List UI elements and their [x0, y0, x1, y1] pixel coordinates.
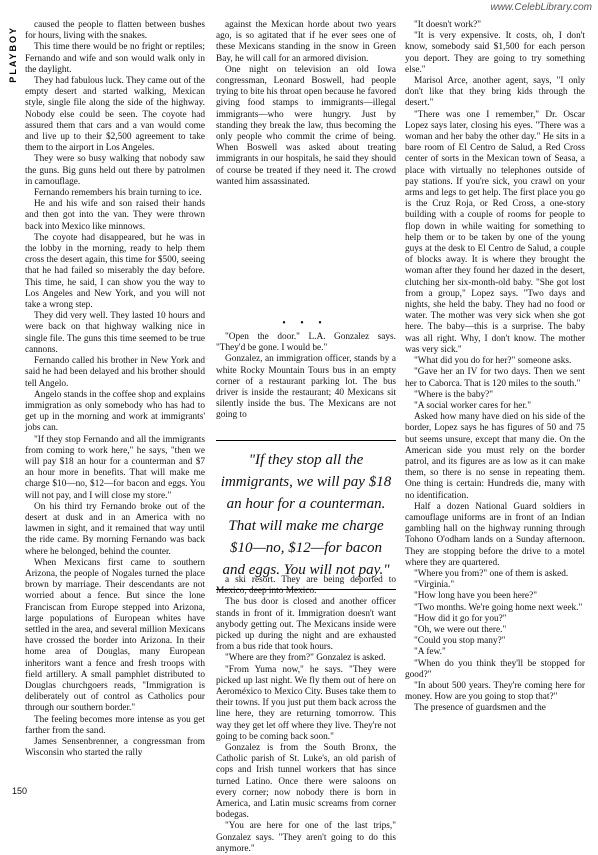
paragraph: "When do you think they'll be stopped for good?" [405, 658, 585, 680]
paragraph: "Oh, we were out there." [414, 624, 507, 635]
paragraph: "Virginia." [414, 580, 455, 591]
paragraph: One night on television an old Iowa congressman, Leonard Boswell, had people trying to bite his throat open because he favored giving food stamps to immigrants—illegal immigrants—who were hungry. Just by standing they break the law, thus becoming the only people who commit the crime of being. When Boswell was asked about treating immigrants in our hospitals, he said they should of course be treated if they need it. The crowd wanted him assassinated. [216, 64, 396, 187]
pull-quote-text: "If they stop all the immigrants, we will pay $18 an hour for a counterman. That will make me charge $10—no, $12—for bacon and eggs. You will not pay." [220, 452, 392, 578]
column-1 [25, 20, 205, 790]
paragraph: Gonzalez is from the South Bronx, the Catholic parish of St. Luke's, an old parish of cops and Irish tunnel workers that has since turned Latino. Once there were saloons on every corner; now nobody there is born in America, and Latin music screams from corner bodegas. [216, 743, 396, 821]
magazine-name: PLAYBOY [8, 26, 18, 83]
paragraph: "Open the door." L.A. Gonzalez says. "They'd be gone. I would be." [216, 332, 396, 354]
paragraph: "If they stop Fernando and all the immigrants from coming to work here," he says, "then we will pay $18 an hour for a counterman and $7 an hour more in benefits. That will make me charge $10—no, $12—for bacon and eggs. You will not pay, and I will close my store." [25, 434, 205, 501]
paragraph: "It doesn't work?" [414, 20, 482, 30]
column-2-bottom [216, 575, 396, 854]
column-2-middle [216, 332, 396, 440]
paragraph: They were so busy walking that nobody saw the guns. Big guns held out there by patrolmen in camouflage. [25, 154, 205, 187]
watermark: www.CelebLibrary.com [490, 2, 592, 13]
paragraph: "From Yuma now," he says. "They were picked up last night. We fly them out of here on Aeroméxico to Mexico City. Buses take them to their towns. If you just put them back across the line here, they are returning tomorrow. This way they get let off where they live. They're not going to be coming back soon." [216, 664, 396, 742]
paragraph: "Gave her an IV for two days. Then we sent her to Caborca. That is 120 miles to the south." [405, 367, 585, 389]
column-2-top [216, 20, 396, 188]
section-separator: • • • [282, 318, 328, 329]
paragraph: They did very well. They lasted 10 hours and were back on that highway walking nice in single file. The guns this time seemed to be true cannons. [25, 311, 205, 355]
paragraph: They had fabulous luck. They came out of the empty desert and started walking, Mexican style, single file along the side of the highway. Nobody else could be seen. The coyote had assured them that cars and a van would come and live up to their $2,500 agreement to take them to the airport in Los Angeles. [25, 76, 205, 154]
paragraph: Angelo stands in the coffee shop and explains immigration as only somebody who has had to get up in the morning and work at immigrants' jobs can. [25, 389, 205, 434]
paragraph: "How long have you been here?" [414, 591, 537, 602]
paragraph: When Mexicans first came to southern Arizona, the people of Nogales turned the place brown by marriage. Their descendants are not worried about a fence. But since the lone Franciscan from Europe stepped into Arizona, large populations of European whites have settled in the area, and several million Mexicans have crossed the border into Arizona. In their home area of Douglas, many European inheritors want a fence and fresh troops with field artillery. A small pamphlet distributed to Douglas churchgoers reads, "Immigration is deliberately out of control as Catholics pour through our southern border." [25, 557, 205, 714]
paragraph: Marisol Arce, another agent, says, "I only don't like that they bring kids through the desert." [405, 76, 585, 109]
paragraph: "Two months. We're going home next week." [414, 602, 583, 613]
paragraph: The coyote had disappeared, but he was in the lobby in the morning, ready to help them cross the desert again, this time for $500, seeing that he had failed so miserably the day before. This time, he said, I can show you the way to Los Angeles and New York, and you will not take a wrong step. [25, 232, 205, 311]
paragraph: caused the people to flatten between bushes for hours, living with the snakes. [25, 20, 205, 42]
paragraph: "There was one I remember," Dr. Oscar Lopez says later, closing his eyes. "There was a woman and her baby the other day." He sits in a bare room of El Centro de Salud, a Red Cross center of sorts in the Mexican town of Seasa, a place with virtually no telephones outside of pay stations. If you're sick, you crawl on your arms and legs to get help. The first place you go is the Cruz Roja, or Red Cross, a one-story building with a couple of rooms for people to flop down in while waiting for something to help them or to be taken by one of the young guys at the desk to El Centro de Salud, a couple of blocks away. It is where they brought the woman after they found her dazed in the desert, clutching her six-month-old baby. "She got lost from a group," Lopez says. "Two days and nights, she held the baby. They had no food or water. The mother was very sick when she got here. The baby—this is a surprise. The baby was all right. Why, I don't know. The mother was very sick." [405, 109, 585, 355]
paragraph: "Where you from?" one of them is asked. [414, 568, 569, 579]
paragraph: against the Mexican horde about two years ago, is so agitated that if he ever sees one of these Mexicans standing in the snow in Green Bay, he will call for an armored division. [216, 20, 396, 64]
paragraph: The feeling becomes more intense as you get farther from the sand. [25, 714, 205, 736]
paragraph: "Where is the baby?" [414, 389, 494, 400]
column-3 [405, 20, 585, 790]
paragraph: Half a dozen National Guard soldiers in camouflage uniforms are in front of an Indian gambling hall on the highway running through Tohono O'odham lands on a Sunday afternoon. They are stopping before the drive to a motel where they are quartered. [405, 501, 585, 568]
page-number: 150 [12, 786, 28, 796]
paragraph: a ski resort. They are being deported to Mexico, deep into Mexico. [216, 575, 396, 597]
pull-quote-rule-top [216, 440, 396, 441]
paragraph: The presence of guardsmen and the [414, 703, 546, 714]
paragraph: "In about 500 years. They're coming here for money. How are you going to stop that?" [405, 680, 585, 703]
paragraph: "A social worker cares for her." [414, 400, 532, 411]
paragraph: James Sensenbrenner, a congressman from Wisconsin who started the rally [25, 737, 205, 759]
paragraph: Gonzalez, an immigration officer, stands by a white Rocky Mountain Tours bus in an empty corner of a restaurant parking lot. The bus driver is inside the restaurant; 40 Mexicans sit silently inside the bus. The Mexicans are not going to [216, 354, 396, 421]
paragraph: "You are here for one of the last trips," Gonzalez says. "They aren't going to do this anymore." [216, 821, 396, 854]
paragraph: This time there would be no fright or reptiles; Fernando and wife and son would walk only in the daylight. [25, 42, 205, 75]
paragraph: He and his wife and son raised their hands and then got into the van. They were thrown back into Mexico like minnows. [25, 199, 205, 232]
paragraph: On his third try Fernando broke out of the desert at dusk and in an America with no lawmen in sight, and it remained that way until the ride came. By morning Fernando was back where he belonged, behind the counter. [25, 501, 205, 557]
paragraph: "How did it go for you?" [414, 613, 507, 624]
paragraph: The bus door is closed and another officer stands in front of it. Immigration doesn't want anybody getting out. The Mexicans inside were picked up during the night and are exhausted from a bus ride that took hours. [216, 597, 396, 653]
paragraph: "It is very expensive. It costs, oh, I don't know, somebody said $1,500 for each person you deport. They are going to try something else." [405, 31, 585, 75]
paragraph: "Could you stop many?" [414, 636, 506, 647]
paragraph: Fernando remembers his brain turning to ice. [34, 188, 202, 199]
paragraph: Fernando called his brother in New York and said he had been delayed and his brother should tell Angelo. [25, 356, 205, 389]
pull-quote [216, 440, 396, 590]
paragraph: "What did you do for her?" someone asks. [414, 356, 572, 367]
paragraph: "Where are they from?" Gonzalez is asked. [225, 653, 386, 664]
paragraph: "A few." [414, 647, 446, 658]
paragraph: Asked how many have died on his side of the border, Lopez says he has figures of 50 and 75 but seems unsure, except that many die. On the American side you must rely on the border patrol, and its figures are as low as it can make them, so there is no sense in repeating them. One thing is certain: Hundreds die, many with no identification. [405, 412, 585, 501]
